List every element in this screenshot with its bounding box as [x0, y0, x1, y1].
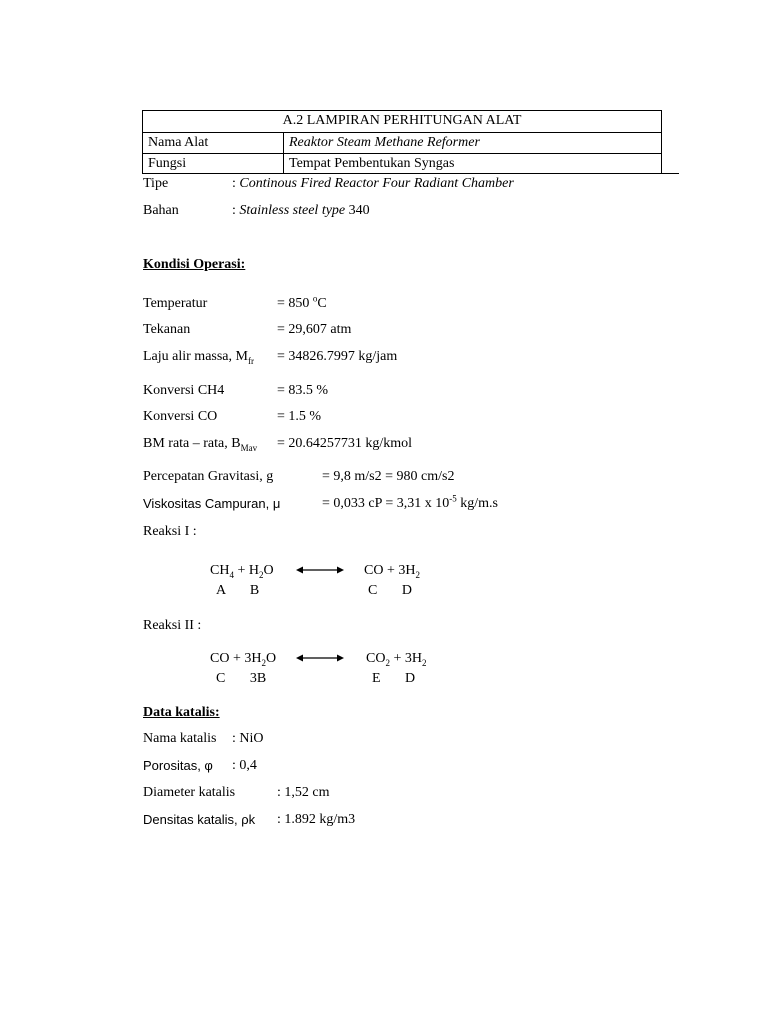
- katalis-heading: Data katalis:: [143, 705, 220, 720]
- bm-label: BM rata – rata, $B_{Mav}$: [143, 436, 258, 453]
- table-extension-line: [662, 173, 679, 174]
- diameter-value: : 1,52 cm: [277, 785, 330, 800]
- table-row: [143, 132, 661, 154]
- viskositas-label: Viskositas Campuran, μ: [143, 496, 281, 511]
- reaksi2-reactants: CO + $3H_2O$: [210, 651, 277, 668]
- reaksi1-species-left: A B: [216, 583, 260, 598]
- konversi-ch4-value: = 83.5 %: [277, 383, 329, 398]
- tipe-value: : Continous Fired Reactor Four Radiant Chamber: [232, 176, 514, 191]
- row-value-fungsi: Tempat Pembentukan Syngas: [289, 156, 455, 171]
- densitas-value: : 1.892 kg/m3: [277, 812, 356, 827]
- row-value-nama-alat: Reaktor Steam Methane Reformer: [289, 135, 480, 150]
- kondisi-heading: Kondisi Operasi:: [143, 257, 246, 272]
- tipe-label: Tipe: [143, 176, 169, 191]
- porositas-label: Porositas, φ: [143, 758, 213, 773]
- laju-label: Laju alir massa, $M_{fr}$: [143, 349, 254, 366]
- reaksi2-label: Reaksi II :: [143, 618, 202, 633]
- row-label-fungsi: Fungsi: [148, 156, 187, 171]
- densitas-label: Densitas katalis, ρk: [143, 812, 256, 827]
- bm-value: = 20.64257731 kg/kmol: [277, 436, 413, 451]
- reaksi1-products: CO + $3H_2$: [364, 563, 420, 580]
- laju-value: = 34826.7997 kg/jam: [277, 349, 398, 364]
- reaksi1-reactants: $CH_4 + H_2O$: [210, 563, 274, 580]
- temperatur-label: Temperatur: [143, 296, 208, 311]
- konversi-co-label: Konversi CO: [143, 409, 218, 424]
- table-title-row: [143, 111, 661, 132]
- table-divider: [283, 132, 284, 174]
- equilibrium-arrow-icon: [296, 653, 344, 663]
- gravitasi-value: = 9,8 m/s2 = 980 cm/s2: [322, 469, 455, 484]
- temperatur-value: = 850 $^o$C: [277, 293, 327, 311]
- porositas-value: : 0,4: [232, 758, 257, 773]
- row-label-nama-alat: Nama Alat: [148, 135, 209, 150]
- equilibrium-arrow-icon: [296, 565, 344, 575]
- reaksi2-products: $CO_2 + 3H_2$: [366, 651, 427, 668]
- nama-katalis-label: Nama katalis: [143, 731, 217, 746]
- viskositas-value: = 0,033 cP = 3,31 x $10^{-5}$ kg/m.s: [322, 493, 499, 511]
- reaksi1-species-right: C D: [368, 583, 412, 598]
- equipment-table: [142, 110, 662, 174]
- nama-katalis-value: : NiO: [232, 731, 264, 746]
- konversi-ch4-label: Konversi CH4: [143, 383, 225, 398]
- reaksi2-species-left: C 3B: [216, 671, 267, 686]
- konversi-co-value: = 1.5 %: [277, 409, 322, 424]
- reaksi1-label: Reaksi I :: [143, 524, 197, 539]
- gravitasi-label: Percepatan Gravitasi, g: [143, 469, 274, 484]
- table-title: A.2 LAMPIRAN PERHITUNGAN ALAT: [282, 113, 522, 128]
- table-row: [143, 153, 661, 175]
- reaksi2-species-right: E D: [372, 671, 416, 686]
- tekanan-label: Tekanan: [143, 322, 191, 337]
- diameter-label: Diameter katalis: [143, 785, 236, 800]
- tekanan-value: = 29,607 atm: [277, 322, 352, 337]
- bahan-value: : Stainless steel type 340: [232, 203, 370, 218]
- bahan-label: Bahan: [143, 203, 179, 218]
